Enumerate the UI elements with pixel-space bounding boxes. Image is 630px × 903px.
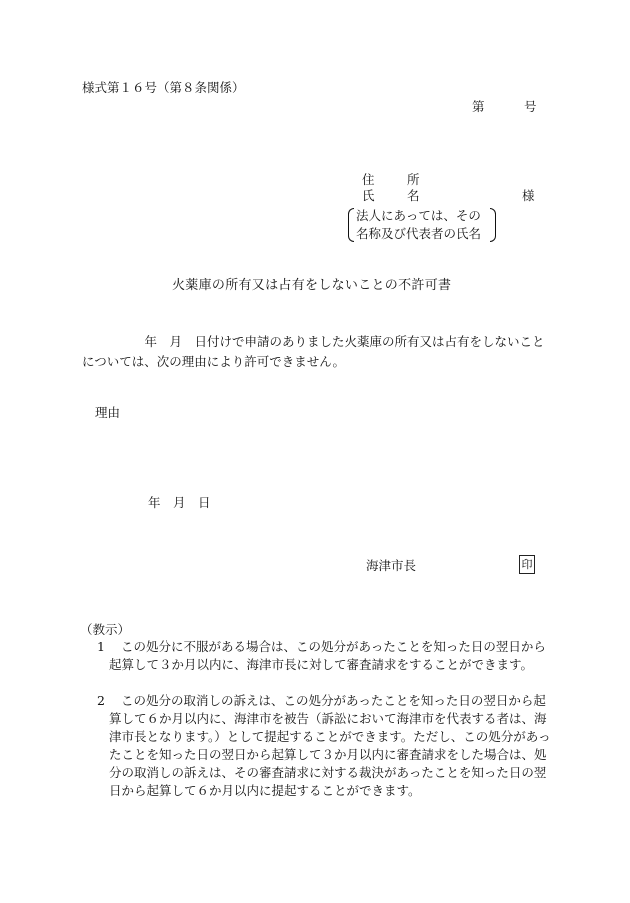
left-bracket-icon [348,208,354,242]
issue-date: 年 月 日 [148,495,211,510]
name-label: 氏 名 [362,188,430,203]
body-text: 年 月 日付けで申請のありました火薬庫の所有又は占有をしないことについては、次の理由により許可できません。 [82,334,545,369]
notice-item-number: 1 [97,639,105,654]
notice-item-text: この処分に不服がある場合は、この処分があったことを知った日の翌日から起算して３か月以内に、海津市長に対して審査請求をすることができます。 [109,639,546,672]
corporate-note-line-2: 名称及び代表者の氏名 [356,226,482,241]
document-number-label: 第 [472,99,485,114]
corporate-note [348,207,496,243]
reason-label: 理由 [95,405,121,420]
notice-label: （教示） [80,622,131,637]
seal-stamp: 印 [519,555,535,574]
right-bracket-icon [490,208,496,242]
issuer-title: 海津市長 [366,558,417,573]
document-number-suffix: 号 [524,99,537,114]
honorific: 様 [522,188,535,203]
address-label: 住 所 [362,172,430,187]
document-title: 火薬庫の所有又は占有をしないことの不許可書 [172,278,452,293]
notice-item-text: この処分の取消しの訴えは、この処分があったことを知った日の翌日から起算して６か月以内に、海津市を被告（訴訟において海津市を代表する者は、海津市長となります。）として提起することができます。ただし、この処分があったことを知った日の翌日から起算して３か月以内に審査請求をした場合は、処分の取消しの訴えは、その審査請求に対する裁決があったことを知った日の翌日から起算して６か月以内に提起することができます。 [109,693,551,798]
corporate-note-line-1: 法人にあっては、その [356,208,481,223]
notice-item-number: 2 [97,693,105,708]
form-number: 様式第１６号（第８条関係） [82,80,245,95]
